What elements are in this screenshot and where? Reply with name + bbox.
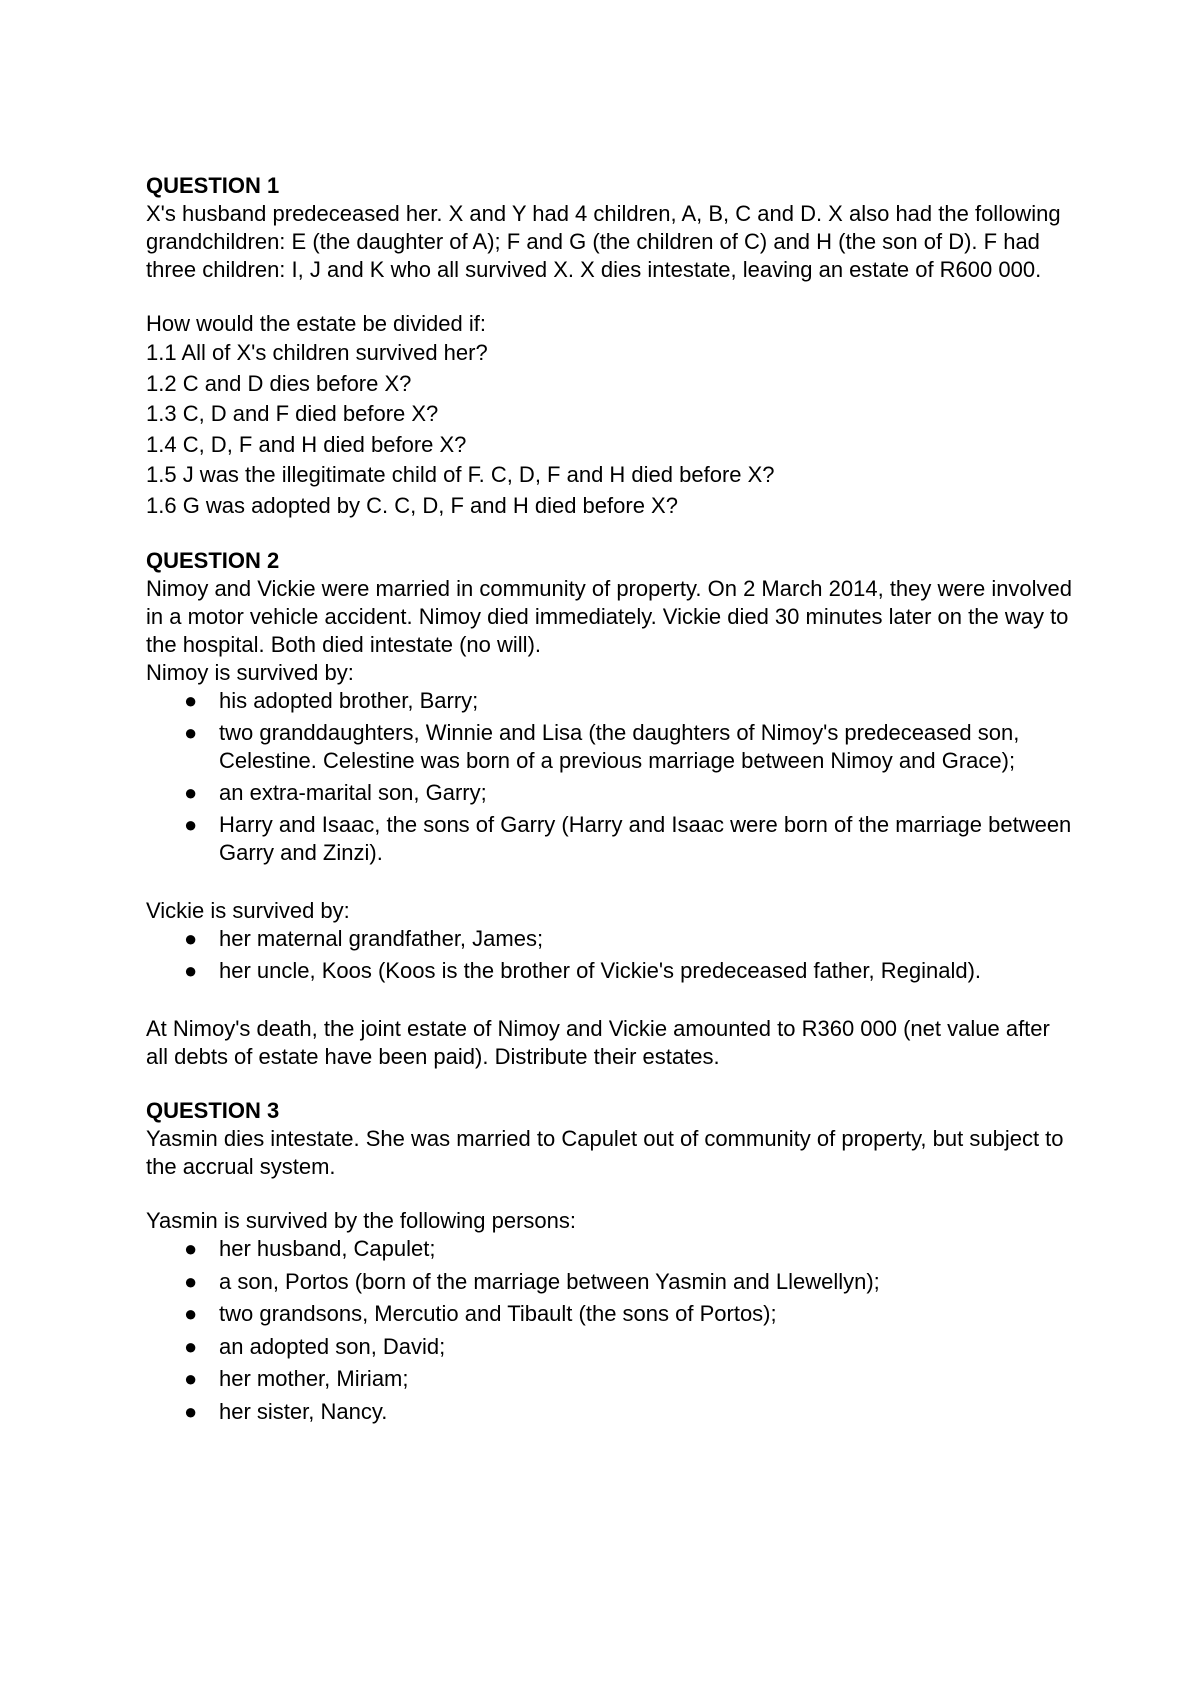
bullet-icon: ● [184,958,198,983]
list-item: ● an extra-marital son, Garry; [184,780,487,805]
list-item: ● her husband, Capulet; [184,1236,436,1261]
list-item: ● two grandsons, Mercutio and Tibault (the sons of Portos); [184,1301,777,1326]
bullet-icon: ● [184,1333,198,1359]
list-item: ● an adopted son, David; [184,1333,446,1359]
question-1-sub-questions [146,338,1076,521]
bullet-icon: ● [184,720,198,745]
bullet-icon: ● [184,812,198,837]
question-1 [146,172,1076,521]
question-2 [146,547,1076,1071]
yasmin-survivors-list [146,1235,1076,1426]
bullet-icon: ● [184,688,198,713]
question-2-heading: QUESTION 2 [146,548,280,573]
sub-question: 1.4 C, D, F and H died before X? [146,431,467,457]
list-item: ● her mother, Miriam; [184,1366,409,1391]
document-page [146,172,1076,1430]
bullet-icon: ● [184,1398,198,1424]
question-3-text: Yasmin dies intestate. She was married to Capulet out of community of property, but subject to the accrual system. [146,1126,1064,1179]
nimoy-survivors-intro: Nimoy is survived by: [146,660,354,685]
bullet-icon: ● [184,1268,198,1294]
vickie-survivors-list [146,925,1076,985]
bullet-icon: ● [184,1301,198,1326]
nimoy-survivors-list [146,687,1076,867]
list-item: ● her maternal grandfather, James; [184,926,544,951]
question-1-prompt: How would the estate be divided if: [146,311,486,336]
sub-question: 1.1 All of X's children survived her? [146,340,488,365]
question-2-text: Nimoy and Vickie were married in community of property. On 2 March 2014, they were involved in a motor vehicle accident. Nimoy died immediately. Vickie died 30 minutes later on the way to the hospital. Both died intestate (no will). [146,576,1073,657]
sub-question: 1.6 G was adopted by C. C, D, F and H died before X? [146,492,678,518]
bullet-icon: ● [184,1236,198,1261]
list-item: ● Harry and Isaac, the sons of Garry (Harry and Isaac were born of the marriage between Garry and Zinzi). [184,812,1072,865]
bullet-icon: ● [184,780,198,805]
question-3 [146,1097,1076,1426]
sub-question: 1.3 C, D and F died before X? [146,401,439,426]
yasmin-survivors-intro: Yasmin is survived by the following persons: [146,1208,577,1233]
bullet-icon: ● [184,926,198,951]
list-item: ● his adopted brother, Barry; [184,688,479,713]
list-item: ● her sister, Nancy. [184,1398,388,1424]
question-1-text: X's husband predeceased her. X and Y had 4 children, A, B, C and D. X also had the following grandchildren: E (the daughter of A); F and G (the children of C) and H (the son of D). F had three children: I, J and K who all survived X. X dies intestate, leaving an estate of R600 000. [146,201,1061,282]
list-item: ● two granddaughters, Winnie and Lisa (the daughters of Nimoy's predeceased son, Celestine. Celestine was born of a previous marriage between Nimoy and Grace); [184,720,1020,773]
question-3-heading: QUESTION 3 [146,1098,280,1123]
list-item: ● her uncle, Koos (Koos is the brother of Vickie's predeceased father, Reginald). [184,958,982,983]
question-2-closing: At Nimoy's death, the joint estate of Nimoy and Vickie amounted to R360 000 (net value after all debts of estate have been paid). Distribute their estates. [146,1016,1050,1069]
list-item: ● a son, Portos (born of the marriage between Yasmin and Llewellyn); [184,1268,880,1294]
question-1-heading: QUESTION 1 [146,173,280,198]
bullet-icon: ● [184,1366,198,1391]
sub-question: 1.5 J was the illegitimate child of F. C, D, F and H died before X? [146,462,775,487]
sub-question: 1.2 C and D dies before X? [146,370,412,396]
vickie-survivors-intro: Vickie is survived by: [146,898,350,923]
